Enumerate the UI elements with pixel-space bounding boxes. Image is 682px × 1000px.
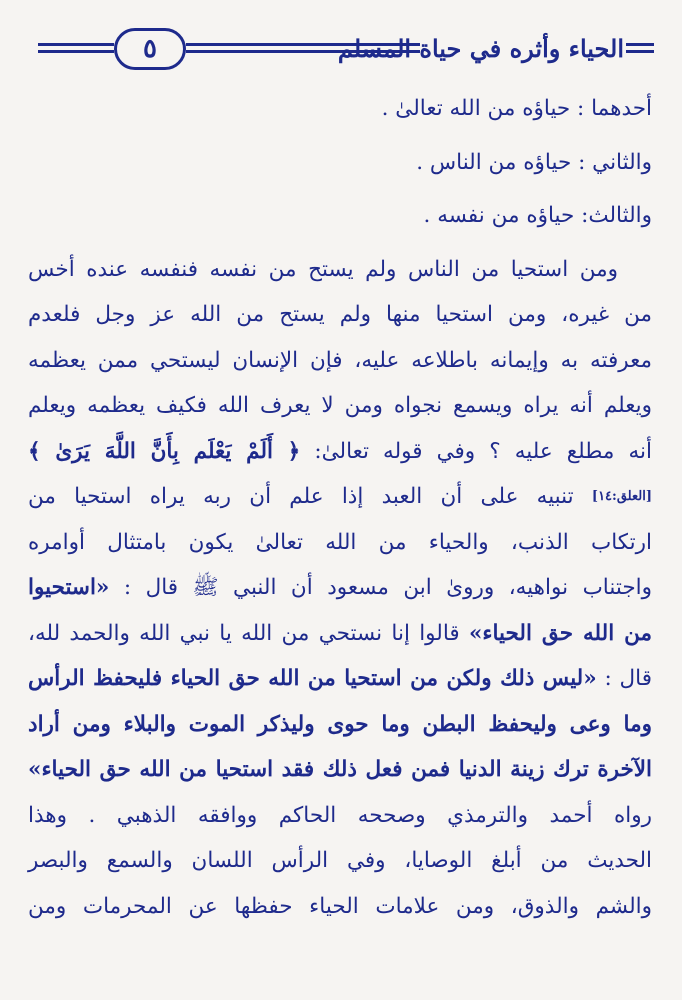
running-header	[38, 22, 654, 76]
header-rule-left	[38, 43, 114, 53]
text-line	[28, 474, 652, 520]
text-line	[28, 565, 652, 611]
hadith-text: «ليس ذلك ولكن من استحيا من الله حق الحياء فليحفظ الرأس	[28, 666, 597, 691]
text-line	[28, 429, 652, 475]
text-line: ويعلم أنه يراه ويسمع نجواه ومن لا يعرف الله فكيف يعظمه ويعلم	[28, 393, 652, 418]
text-segment: قالوا إنا نستحي من الله يا نبي الله والحمد لله،	[28, 620, 460, 646]
text-segment: قال :	[604, 666, 652, 691]
text-line: رواه أحمد والترمذي وصححه الحاكم ووافقه الذهبي . وهذا	[28, 802, 652, 828]
text-line	[28, 656, 652, 702]
header-rule-right	[626, 43, 654, 53]
quran-citation: [العلق:١٤]	[591, 489, 652, 504]
hadith-line: الآخرة ترك زينة الدنيا فمن فعل ذلك فقد استحيا من الله حق الحياء»	[28, 757, 652, 782]
running-title: الحياء وأثره في حياة المسلم	[337, 34, 624, 63]
text-line: والثاني : حياؤه من الناس .	[416, 149, 652, 175]
text-segment: تنبيه على أن العبد إذا علم أن ربه يراه استحيا من	[28, 484, 574, 509]
text-line: معرفته به وإيمانه باطلاعه عليه، فإن الإنسان ليستحي ممن يعظمه	[28, 347, 652, 373]
page-number: ٥	[114, 28, 186, 70]
hadith-text: «استحيوا	[28, 575, 110, 600]
hadith-line: وما وعى وليحفظ البطن وما حوى وليذكر الموت والبلاء ومن أراد	[28, 711, 652, 737]
text-line: أحدهما : حياؤه من الله تعالىٰ .	[381, 96, 652, 121]
text-line: الحديث من أبلغ الوصايا، وفي الرأس اللسان والسمع والبصر	[28, 848, 652, 873]
text-segment: أنه مطلع عليه ؟ وفي قوله تعالىٰ:	[314, 438, 652, 464]
text-line: من غيره، ومن استحيا منها ولم يستح من الله عز وجل فلعدم	[28, 302, 652, 327]
hadith-text: من الله حق الحياء»	[468, 620, 652, 646]
text-line: والشم والذوق، ومن علامات الحياء حفظها عن المحرمات ومن	[28, 893, 652, 919]
text-line: ارتكاب الذنب، والحياء من الله تعالىٰ يكون بامتثال أوامره	[28, 529, 652, 555]
text-line: ومن استحيا من الناس ولم يستح من نفسه فنفسه عنده أخس	[28, 256, 618, 282]
text-line: والثالث: حياؤه من نفسه .	[423, 203, 652, 228]
text-line	[28, 611, 652, 657]
page-body	[28, 86, 652, 929]
quran-verse: ﴿ أَلَمْ يَعْلَم بِأَنَّ اللَّهَ يَرَىٰ ﴾	[28, 438, 301, 464]
text-segment: واجتناب نواهيه، وروىٰ ابن مسعود أن النبي ﷺ قال :	[123, 575, 652, 600]
